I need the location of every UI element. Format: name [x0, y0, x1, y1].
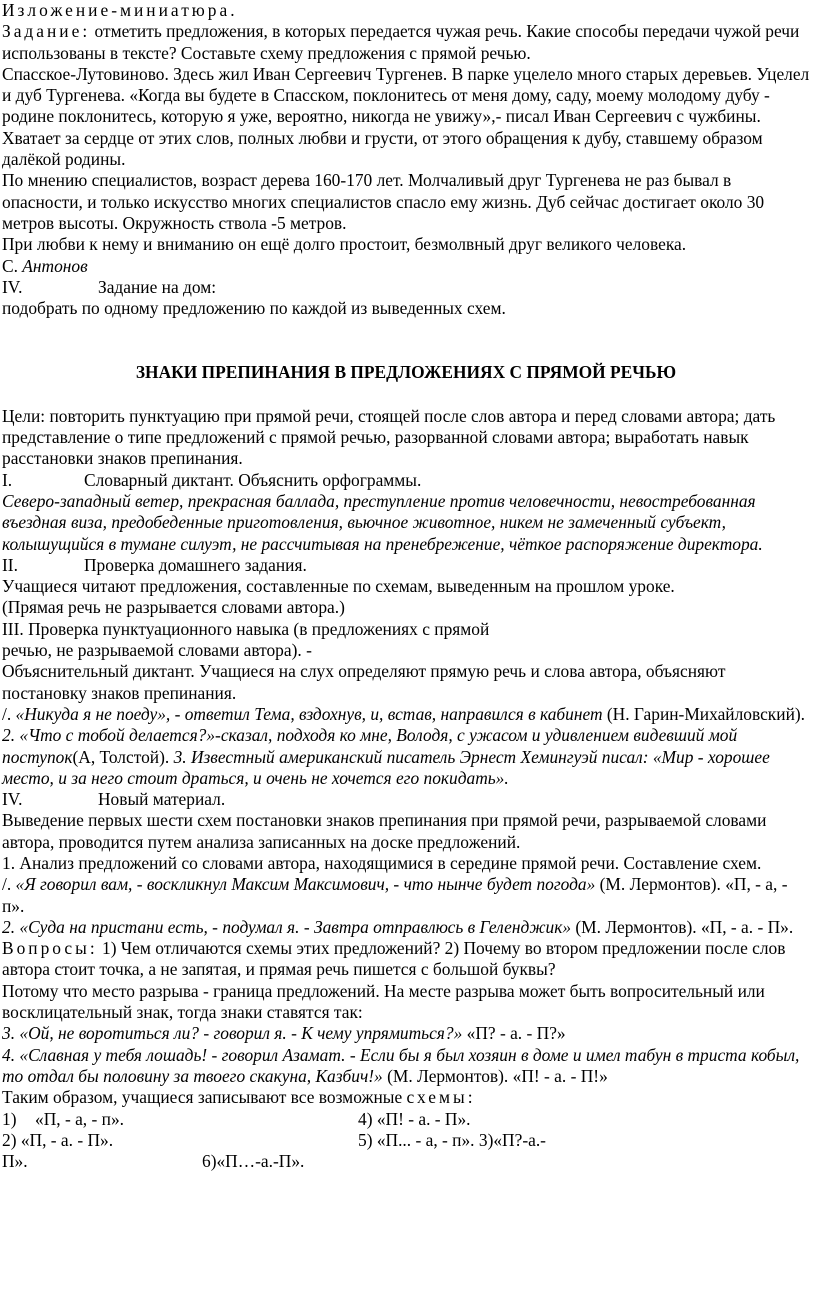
section-1-heading: I. Словарный диктант. Объяснить орфограммы. [2, 469, 422, 490]
lesson-heading: ЗНАКИ ПРЕПИНАНИЯ В ПРЕДЛОЖЕНИЯХ С ПРЯМОЙ РЕЧЬЮ [135, 362, 677, 383]
schemes-row-2: 2) «П, - а. - П». 5) «П... - а, - п». 3)«П?-а.- [2, 1129, 546, 1150]
izl-author: С. Антонов [2, 255, 88, 276]
section-2-text-1: Учащиеся читают предложения, составленные по схемам, выведенным на прошлом уроке. [2, 576, 675, 597]
section-2-heading: II. Проверка домашнего задания. [2, 554, 307, 575]
schemes-row-1: 1) «П, - а, - п». 4) «П! - а. - П». [2, 1108, 471, 1129]
dictation-examples: /. «Никуда я не поеду», - ответил Тема, вздохнув, и, встав, направился в кабинет (Н. Гарин-Михайловский). 2. «Что с тобой делается?»-сказал, подходя ко мне, Володя, с ужасом и удивлением видевший мой поступок(А, Толстой). 3. Известный американский писатель Эрнест Хемингуэй писал: «Мир - хорошее место, и за него стоит драться, и очень не хочется его покидать». [2, 703, 806, 788]
homework-heading: IV. Задание на дом: [2, 276, 217, 297]
section-3-line-2: речью, не разрываемой словами автора). - [2, 640, 312, 661]
questions: Вопросы: 1) Чем отличаются схемы этих предложений? 2) Почему во втором предложении после слов автора стоит точка, а не запятая, и прямая речь пишется с большой буквы? [2, 938, 786, 980]
example-1: /. «Я говорил вам, - воскликнул Максим Максимович, - что нынче будет погода» (М. Лермонтов). «П, - а, - п». [2, 874, 788, 916]
izl-paragraph-2: По мнению специалистов, возраст дерева 160-170 лет. Молчаливый друг Тургенева не раз бывал в опасности, и только искусство многих специалистов спасло ему жизнь. Дуб сейчас достигает около 30 метров высоты. Окружность ствола -5 метров. [2, 170, 765, 233]
izl-paragraph-1: Спасское-Лутовиново. Здесь жил Иван Сергеевич Тургенев. В парке уцелело много старых деревьев. Уцелел и дуб Тургенева. «Когда вы будете в Спасском, поклонитесь от меня дому, саду, моему молодому дубу - родине поклонитесь, которую я уже, вероятно, никогда не увижу»,- писал Иван Сергеевич с чужбины. Хватает за сердце от этих слов, полных любви и грусти, от этого обращения к дубу, ставшему образом далёкой родины. [2, 63, 810, 170]
section-3-line-1: III. Проверка пунктуационного навыка (в предложениях с прямой [2, 618, 490, 639]
section-4-heading: IV. Новый материал. [2, 789, 226, 810]
example-4: 4. «Славная у тебя лошадь! - говорил Азамат. - Если бы я был хозяин в доме и имел табун в триста кобыл, то отдал бы половину за твоего скакуна, Казбич!» (М. Лермонтов). «П! - а. - П!» [2, 1044, 800, 1086]
izl-task: Задание: отметить предложения, в которых передается чужая речь. Какие способы передачи чужой речи использованы в тексте? Составьте схему предложения с прямой речью. [2, 21, 800, 63]
schemes-row-3: П». 6)«П…-а.-П». [2, 1151, 305, 1172]
analysis-text: 1. Анализ предложений со словами автора, находящимися в середине прямой речи. Составление схем. [2, 852, 762, 873]
dictation-text: Северо-западный ветер, прекрасная баллада, преступление против человечности, невостребованная въездная виза, предобеденные приготовления, вьючное животное, никем не замеченный субъект, колышущийся в тумане силуэт, не рассчитывая на пренебрежение, чёткое распоряжение директора. [2, 490, 763, 554]
summary: Таким образом, учащиеся записывают все возможные схемы: [2, 1087, 473, 1108]
example-3: 3. «Ой, не воротиться ли? - говорил я. - К чему упрямиться?» «П? - а. - П?» [2, 1023, 566, 1044]
example-2: 2. «Суда на пристани есть, - подумал я. - Завтра отправлюсь в Геленджик» (М. Лермонтов). «П, - а. - П». [2, 916, 794, 937]
homework-text: подобрать по одному предложению по каждой из выведенных схем. [2, 298, 506, 319]
lesson-goals: Цели: повторить пунктуацию при прямой речи, стоящей после слов автора и перед словами автора; дать представление о типе предложений с прямой речью, разорванной словами автора; выработать навык расстановки знаков препинания. [2, 405, 776, 469]
answer: Потому что место разрыва - граница предложений. На месте разрыва может быть вопросительный или восклицательный знак, тогда знаки ставятся так: [2, 980, 765, 1023]
izl-title: Изложение-миниатюра. [2, 0, 238, 20]
section-4-text: Выведение первых шести схем постановки знаков препинания при прямой речи, разрываемой словами автора, проводится путем анализа записанных на доске предложений. [2, 810, 767, 852]
izl-paragraph-3: При любви к нему и вниманию он ещё долго простоит, безмолвный друг великого человека. [2, 234, 687, 255]
section-2-text-2: (Прямая речь не разрывается словами автора.) [2, 597, 345, 618]
section-3-text: Объяснительный диктант. Учащиеся на слух определяют прямую речь и слова автора, объясняют постановку знаков препинания. [2, 661, 726, 703]
